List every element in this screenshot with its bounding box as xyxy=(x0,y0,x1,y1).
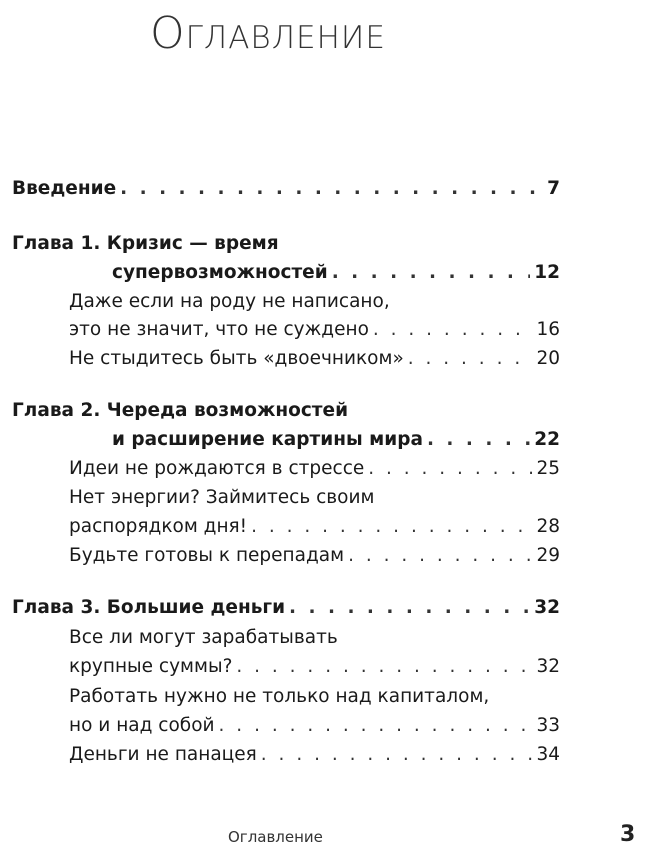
toc-entry-intro[interactable] xyxy=(12,175,560,203)
leader-dots xyxy=(348,542,532,570)
page-title: Оглавление xyxy=(150,8,386,59)
toc-section-line1[interactable]: Нет энергии? Займитесь своим xyxy=(69,487,375,508)
toc-page-number: 22 xyxy=(534,429,560,450)
leader-dots xyxy=(427,426,530,454)
toc-chapter-2-line1[interactable]: Глава 2. Череда возможностей xyxy=(12,400,349,421)
toc-page-number: 20 xyxy=(536,348,560,369)
toc-page-number: 32 xyxy=(536,656,560,677)
toc-entry-section[interactable] xyxy=(69,345,560,373)
leader-dots xyxy=(289,594,530,622)
toc-page-number: 25 xyxy=(536,458,560,479)
leader-dots xyxy=(261,741,533,769)
toc-entry-title: супервозможностей xyxy=(112,262,328,283)
toc-entry-title: это не значит, что не суждено xyxy=(69,319,369,340)
toc-entry-chapter-1[interactable] xyxy=(112,259,560,287)
toc-page-number: 12 xyxy=(534,262,560,283)
leader-dots xyxy=(219,712,533,740)
toc-entry-section[interactable] xyxy=(69,712,560,740)
toc-entry-section[interactable] xyxy=(69,741,560,769)
leader-dots xyxy=(251,513,532,541)
toc-page-number: 32 xyxy=(534,597,560,618)
toc-page-number: 28 xyxy=(536,516,560,537)
toc-entry-section[interactable] xyxy=(69,316,560,344)
toc-entry-title: Деньги не панацея xyxy=(69,744,257,765)
toc-entry-title: Введение xyxy=(12,178,117,199)
leader-dots xyxy=(368,455,532,483)
toc-entry-section[interactable] xyxy=(69,542,560,570)
toc-page-number: 34 xyxy=(536,744,560,765)
toc-section-line1[interactable]: Работать нужно не только над капиталом, xyxy=(69,686,490,707)
toc-entry-title: Идеи не рождаются в стрессе xyxy=(69,458,365,479)
toc-page-number: 16 xyxy=(536,319,560,340)
page-number: 3 xyxy=(620,822,636,847)
toc-section-line1[interactable]: Даже если на роду не написано, xyxy=(69,291,390,312)
leader-dots xyxy=(332,259,531,287)
toc-entry-title: Не стыдитесь быть «двоечником» xyxy=(69,348,404,369)
toc-page-number: 7 xyxy=(547,178,560,199)
toc-page-number: 33 xyxy=(536,715,560,736)
toc-entry-title: но и над собой xyxy=(69,715,215,736)
toc-entry-title: и расширение картины мира xyxy=(112,429,423,450)
toc-chapter-1-line1[interactable]: Глава 1. Кризис — время xyxy=(12,233,279,254)
toc-entry-chapter-3[interactable] xyxy=(12,594,560,622)
leader-dots xyxy=(408,345,533,373)
toc-entry-title: Глава 3. Большие деньги xyxy=(12,597,286,618)
toc-entry-title: распорядком дня! xyxy=(69,516,248,537)
leader-dots xyxy=(373,316,533,344)
leader-dots xyxy=(236,653,532,681)
toc-entry-title: Будьте готовы к перепадам xyxy=(69,545,345,566)
toc-page-number: 29 xyxy=(536,545,560,566)
leader-dots xyxy=(120,175,543,203)
toc-entry-section[interactable] xyxy=(69,455,560,483)
toc-section-line1[interactable]: Все ли могут зарабатывать xyxy=(69,627,338,648)
running-footer-title: Оглавление xyxy=(228,828,323,846)
toc-entry-section[interactable] xyxy=(69,513,560,541)
toc-entry-title: крупные суммы? xyxy=(69,656,233,677)
toc-entry-section[interactable] xyxy=(69,653,560,681)
toc-entry-chapter-2[interactable] xyxy=(112,426,560,454)
